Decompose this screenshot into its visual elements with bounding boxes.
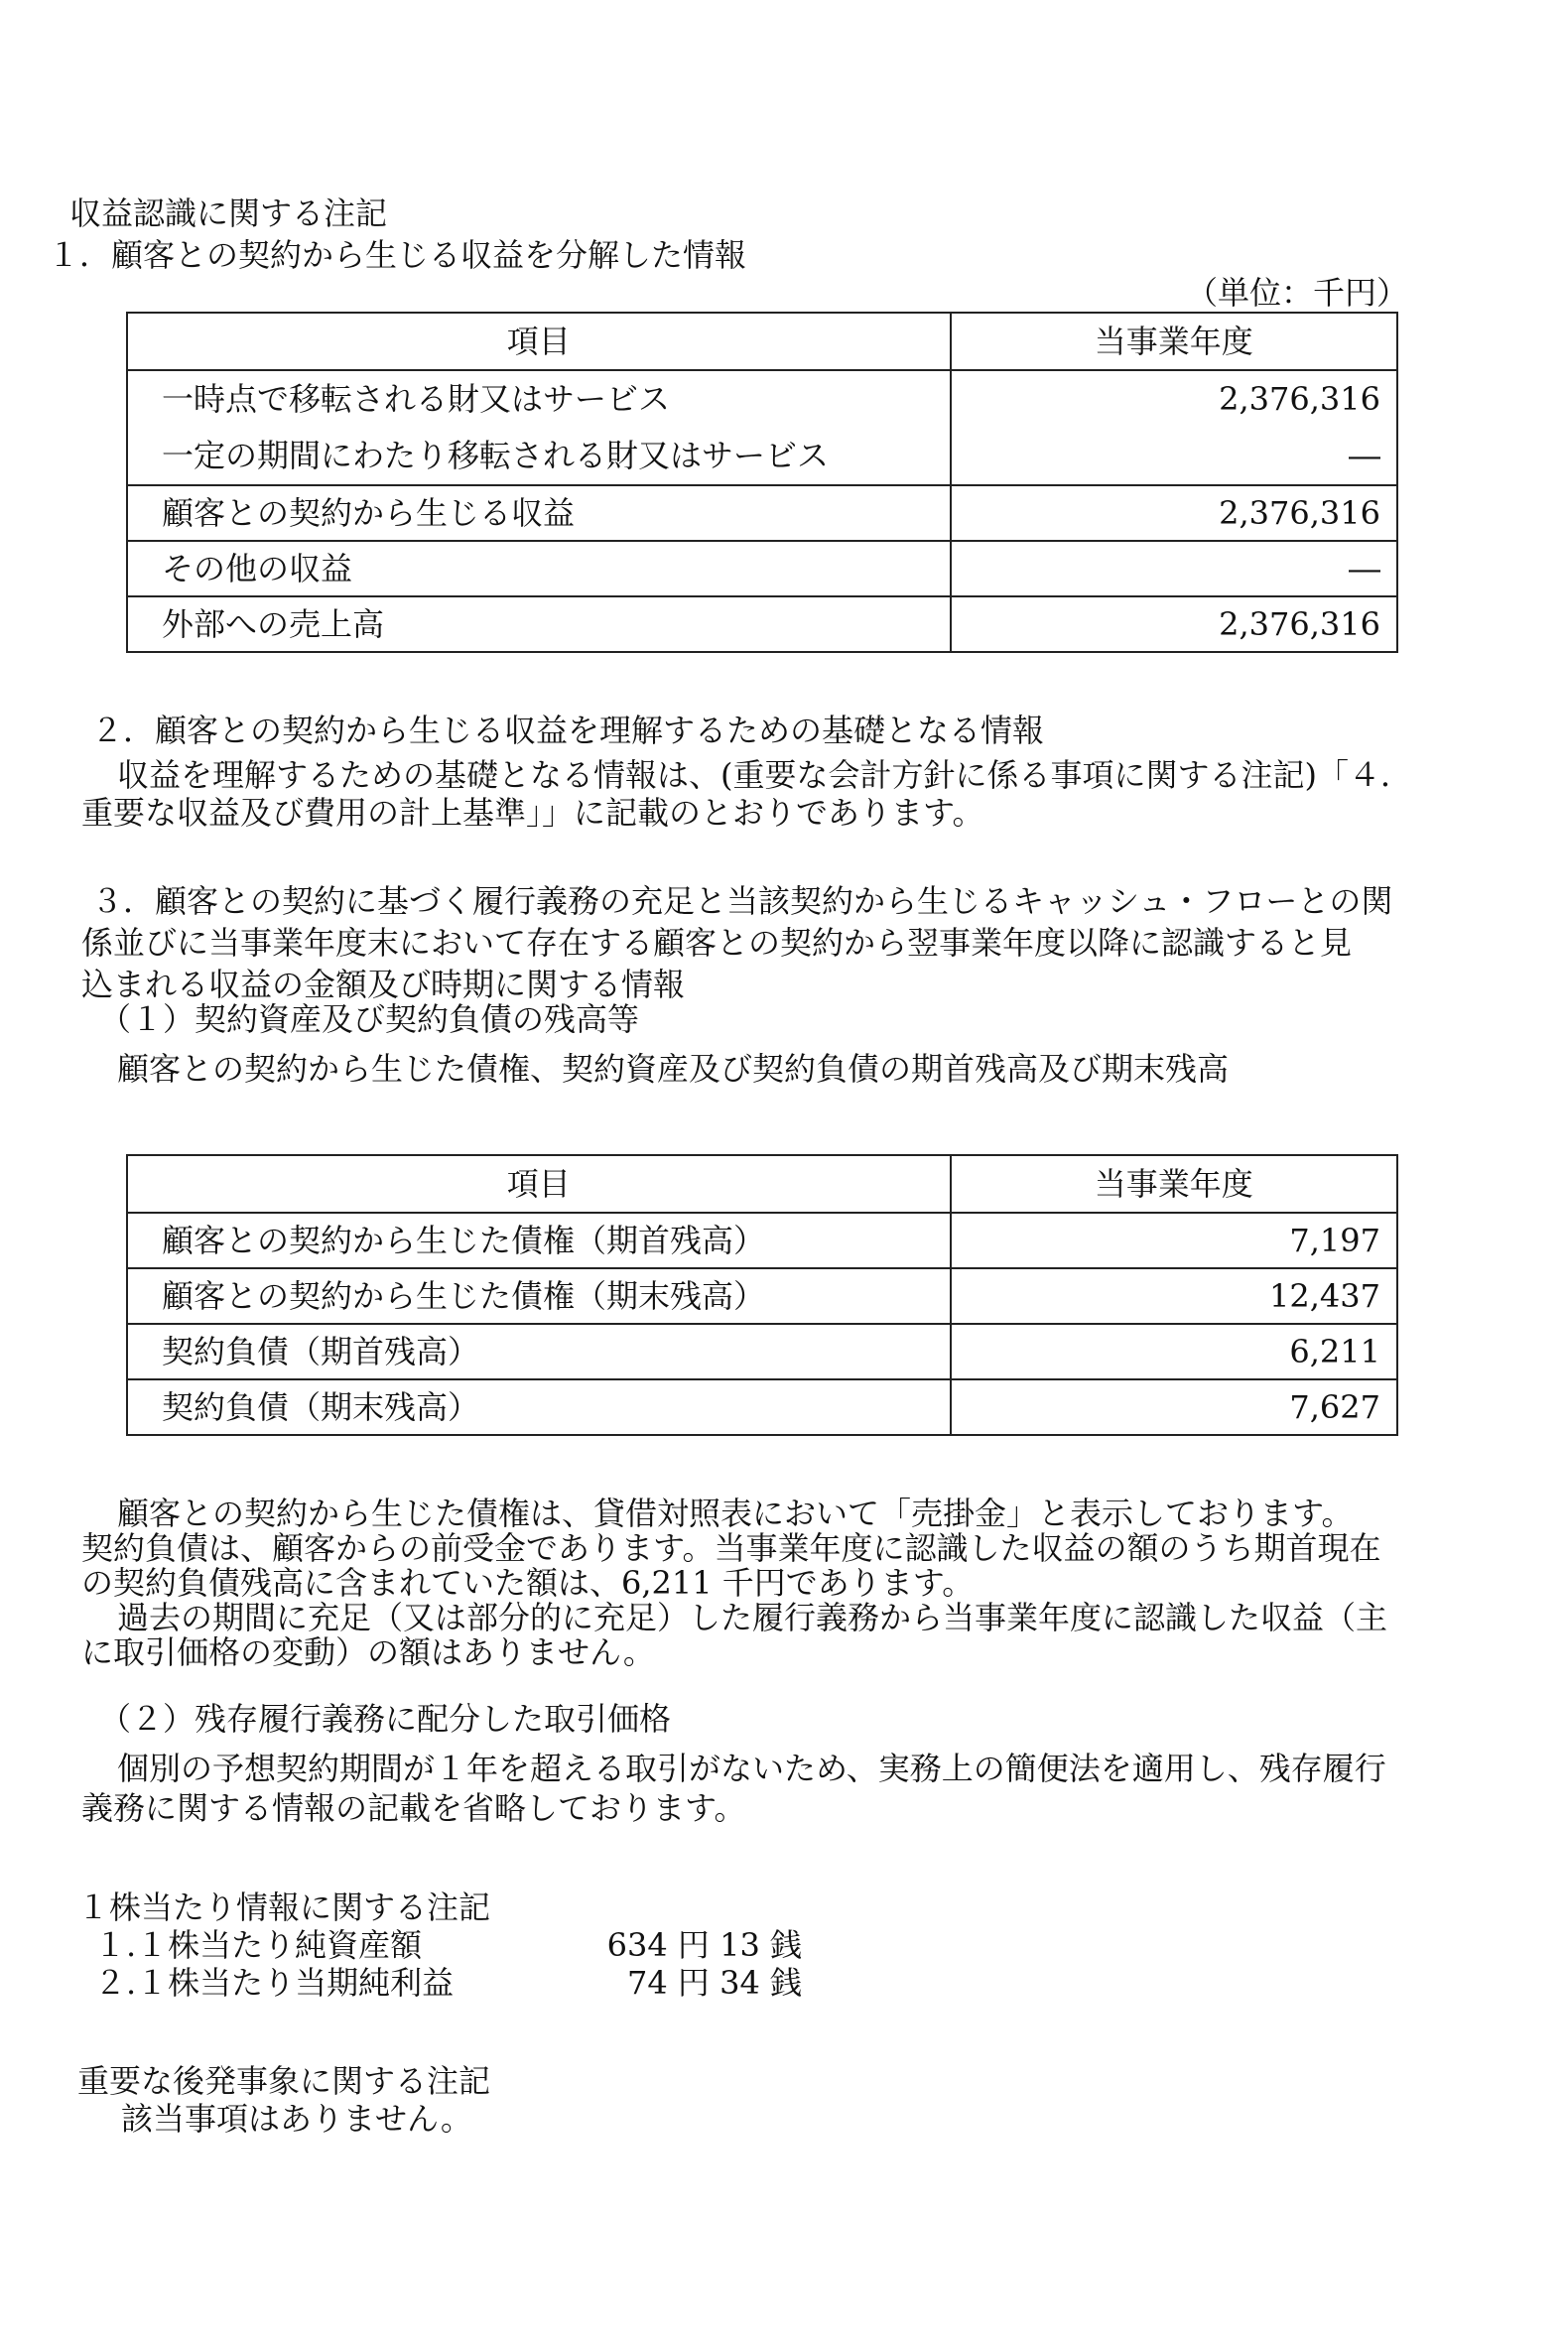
- row-value: 2,376,316: [951, 596, 1397, 652]
- section1-title: １．顧客との契約から生じる収益を分解した情報: [48, 236, 747, 274]
- col-header-item: 項目: [127, 1155, 951, 1213]
- table-row: [127, 428, 1397, 485]
- col-header-item: 項目: [127, 313, 951, 370]
- note-line: の契約負債残高に含まれていた額は、6,211 千円であります。: [81, 1564, 975, 1602]
- row-label: 顧客との契約から生じた債権（期首残高）: [127, 1213, 951, 1268]
- subsequent-events-text: 該当事項はありません。: [121, 2100, 472, 2138]
- sub2-paragraph: [81, 1749, 1386, 1828]
- unit-label: （単位：千円）: [1186, 274, 1409, 312]
- row-value: 7,627: [951, 1379, 1397, 1435]
- balances-notes: [81, 1497, 1387, 1670]
- revenue-breakdown-table: [126, 312, 1398, 653]
- table-row: [127, 1379, 1397, 1435]
- row-label: その他の収益: [127, 541, 951, 596]
- table-header-row: [127, 313, 1397, 370]
- subsequent-events-heading: 重要な後発事象に関する注記: [77, 2062, 491, 2100]
- balances-table: [126, 1154, 1398, 1436]
- row-label: 外部への売上高: [127, 596, 951, 652]
- per-share-label: ２.１株当たり当期純利益: [94, 1964, 455, 2002]
- sub1-description: 顧客との契約から生じた債権、契約資産及び契約負債の期首残高及び期末残高: [117, 1050, 1230, 1088]
- row-value: 2,376,316: [951, 370, 1397, 428]
- note-line: 顧客との契約から生じた債権は、貸借対照表において「売掛金」と表示しております。: [117, 1495, 1354, 1532]
- note-line: 過去の期間に充足（又は部分的に充足）した履行義務から当事業年度に認識した収益（主: [117, 1599, 1388, 1636]
- table-row: [127, 596, 1397, 652]
- sub2-line: 個別の予想契約期間が１年を超える取引がないため、実務上の簡便法を適用し、残存履行: [117, 1750, 1386, 1787]
- note-line: 契約負債は、顧客からの前受金であります。当事業年度に認識した収益の額のうち期首現在: [81, 1529, 1381, 1567]
- row-label: 一定の期間にわたり移転される財又はサービス: [127, 428, 951, 485]
- table-row: [127, 1324, 1397, 1379]
- per-share-heading: １株当たり情報に関する注記: [77, 1888, 491, 1926]
- row-label: 顧客との契約から生じる収益: [127, 485, 951, 541]
- row-value: 7,197: [951, 1213, 1397, 1268]
- per-share-value: 634 円 13 銭: [606, 1926, 802, 1964]
- section3-title: [81, 880, 1392, 1005]
- row-label: 契約負債（期首残高）: [127, 1324, 951, 1379]
- section2-line: 収益を理解するための基礎となる情報は、(重要な会計方針に係る事項に関する注記)「４．: [117, 756, 1412, 794]
- section3-line: ３．顧客との契約に基づく履行義務の充足と当該契約から生じるキャッシュ・フローとの関: [91, 882, 1393, 920]
- revenue-note-heading: 収益認識に関する注記: [69, 195, 388, 232]
- section2-title: ２．顧客との契約から生じる収益を理解するための基礎となる情報: [91, 712, 1045, 749]
- row-value: 12,437: [951, 1268, 1397, 1324]
- section3-line: 係並びに当事業年度末において存在する顧客との契約から翌事業年度以降に認識すると見: [81, 924, 1353, 962]
- note-line: に取引価格の変動）の額はありません。: [81, 1633, 655, 1671]
- section2-line: 重要な収益及び費用の計上基準」」に記載のとおりであります。: [81, 794, 984, 833]
- table-row: [127, 370, 1397, 428]
- section3-line: 込まれる収益の金額及び時期に関する情報: [81, 966, 686, 1003]
- row-value: ―: [951, 541, 1397, 596]
- sub1-title: （１）契約資産及び契約負債の残高等: [99, 1000, 640, 1038]
- per-share-value: 74 円 34 銭: [627, 1964, 802, 2002]
- sub2-line: 義務に関する情報の記載を省略しております。: [81, 1789, 746, 1827]
- col-header-year: 当事業年度: [951, 313, 1397, 370]
- table-row: [127, 1213, 1397, 1268]
- row-label: 契約負債（期末残高）: [127, 1379, 951, 1435]
- row-value: 6,211: [951, 1324, 1397, 1379]
- per-share-label: １.１株当たり純資産額: [94, 1926, 423, 1964]
- row-value: 2,376,316: [951, 485, 1397, 541]
- table-row: [127, 485, 1397, 541]
- section2-paragraph: [81, 756, 1412, 833]
- row-label: 一時点で移転される財又はサービス: [127, 370, 951, 428]
- row-label: 顧客との契約から生じた債権（期末残高）: [127, 1268, 951, 1324]
- table-row: [127, 1268, 1397, 1324]
- col-header-year: 当事業年度: [951, 1155, 1397, 1213]
- row-value: ―: [951, 428, 1397, 485]
- table-header-row: [127, 1155, 1397, 1213]
- table-row: [127, 541, 1397, 596]
- sub2-title: （２）残存履行義務に配分した取引価格: [99, 1700, 672, 1738]
